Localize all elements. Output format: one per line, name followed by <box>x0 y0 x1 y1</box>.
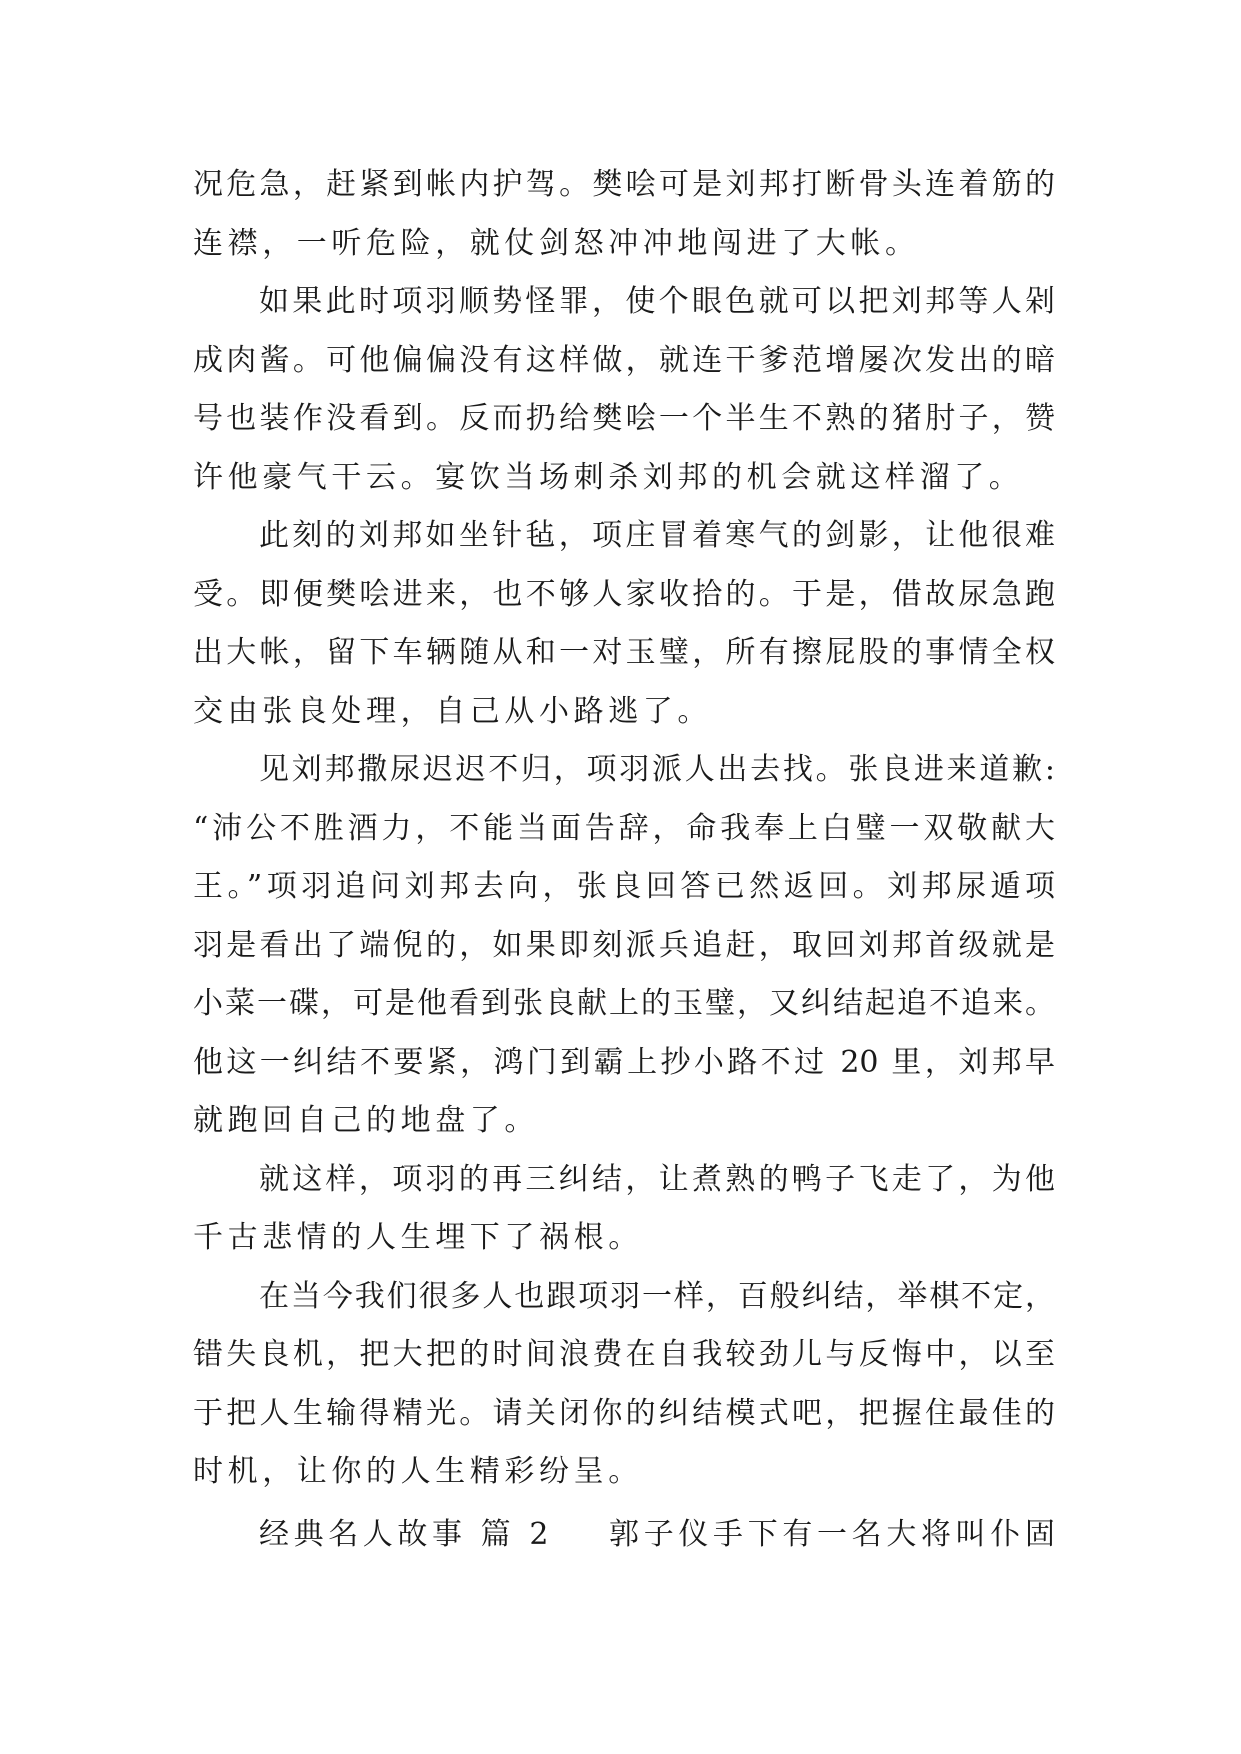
paragraph <box>193 507 1055 741</box>
text-line: 羽是看出了端倪的，如果即刻派兵追赶，取回刘邦首级就是 <box>193 927 1055 963</box>
paragraph <box>193 741 1055 1151</box>
paragraph <box>193 1151 1055 1268</box>
section-title: 经典名人故事 <box>259 1516 467 1552</box>
text-line: 他这一纠结不要紧，鸿门到霸上抄小路不过 20 里，刘邦早 <box>193 1044 1055 1080</box>
text-line: 成肉酱。可他偏偏没有这样做，就连干爹范增屡次发出的暗 <box>193 342 1055 378</box>
text-line: 王。”项羽追问刘邦去向，张良回答已然返回。刘邦尿遁项 <box>193 869 1055 904</box>
text-line: 时机，让你的人生精彩纷呈。 <box>193 1454 643 1489</box>
text-line: 况危急，赶紧到帐内护驾。樊哙可是刘邦打断骨头连着筋的 <box>193 167 1055 202</box>
text-line: 交由张良处理，自己从小路逃了。 <box>193 693 712 729</box>
text-line: 见刘邦撒尿迟迟不归，项羽派人出去找。张良进来道歉: <box>259 752 1055 787</box>
text-line: 小菜一碟，可是他看到张良献上的玉璧，又纠结起追不追来。 <box>193 986 1055 1021</box>
document-body <box>193 156 1055 1560</box>
paragraph <box>193 156 1055 273</box>
section-opening-text: 郭子仪手下有一名大将叫仆固 <box>609 1516 1055 1552</box>
text-line: 于把人生输得精光。请关闭你的纠结模式吧，把握住最佳的 <box>193 1395 1055 1431</box>
text-line: 号也装作没看到。反而扔给樊哙一个半生不熟的猪肘子，赞 <box>193 401 1055 436</box>
paragraph <box>193 1268 1055 1502</box>
text-line: 许他豪气干云。宴饮当场刺杀刘邦的机会就这样溜了。 <box>193 459 1024 495</box>
section-number: 篇 2 <box>480 1516 554 1552</box>
text-line: “沛公不胜酒力，不能当面告辞，命我奉上白璧一双敬献大 <box>193 810 1055 846</box>
text-line: 错失良机，把大把的时间浪费在自我较劲儿与反悔中，以至 <box>193 1337 1055 1372</box>
section-heading-line <box>193 1502 1055 1561</box>
text-line: 受。即便樊哙进来，也不够人家收拾的。于是，借故尿急跑 <box>193 576 1055 612</box>
text-line: 在当今我们很多人也跟项羽一样，百般纠结，举棋不定， <box>259 1278 1055 1314</box>
text-line: 出大帐，留下车辆随从和一对玉璧，所有擦屁股的事情全权 <box>193 635 1055 670</box>
paragraph <box>193 273 1055 507</box>
text-line: 如果此时项羽顺势怪罪，使个眼色就可以把刘邦等人剁 <box>259 284 1055 319</box>
text-line: 千古悲情的人生埋下了祸根。 <box>193 1220 643 1255</box>
text-line: 此刻的刘邦如坐针毡，项庄冒着寒气的剑影，让他很难 <box>259 518 1055 553</box>
text-line: 连襟，一听危险，就仗剑怒冲冲地闯进了大帐。 <box>193 225 920 261</box>
text-line: 就这样，项羽的再三纠结，让煮熟的鸭子飞走了，为他 <box>259 1161 1055 1197</box>
text-line: 就跑回自己的地盘了。 <box>193 1103 539 1138</box>
